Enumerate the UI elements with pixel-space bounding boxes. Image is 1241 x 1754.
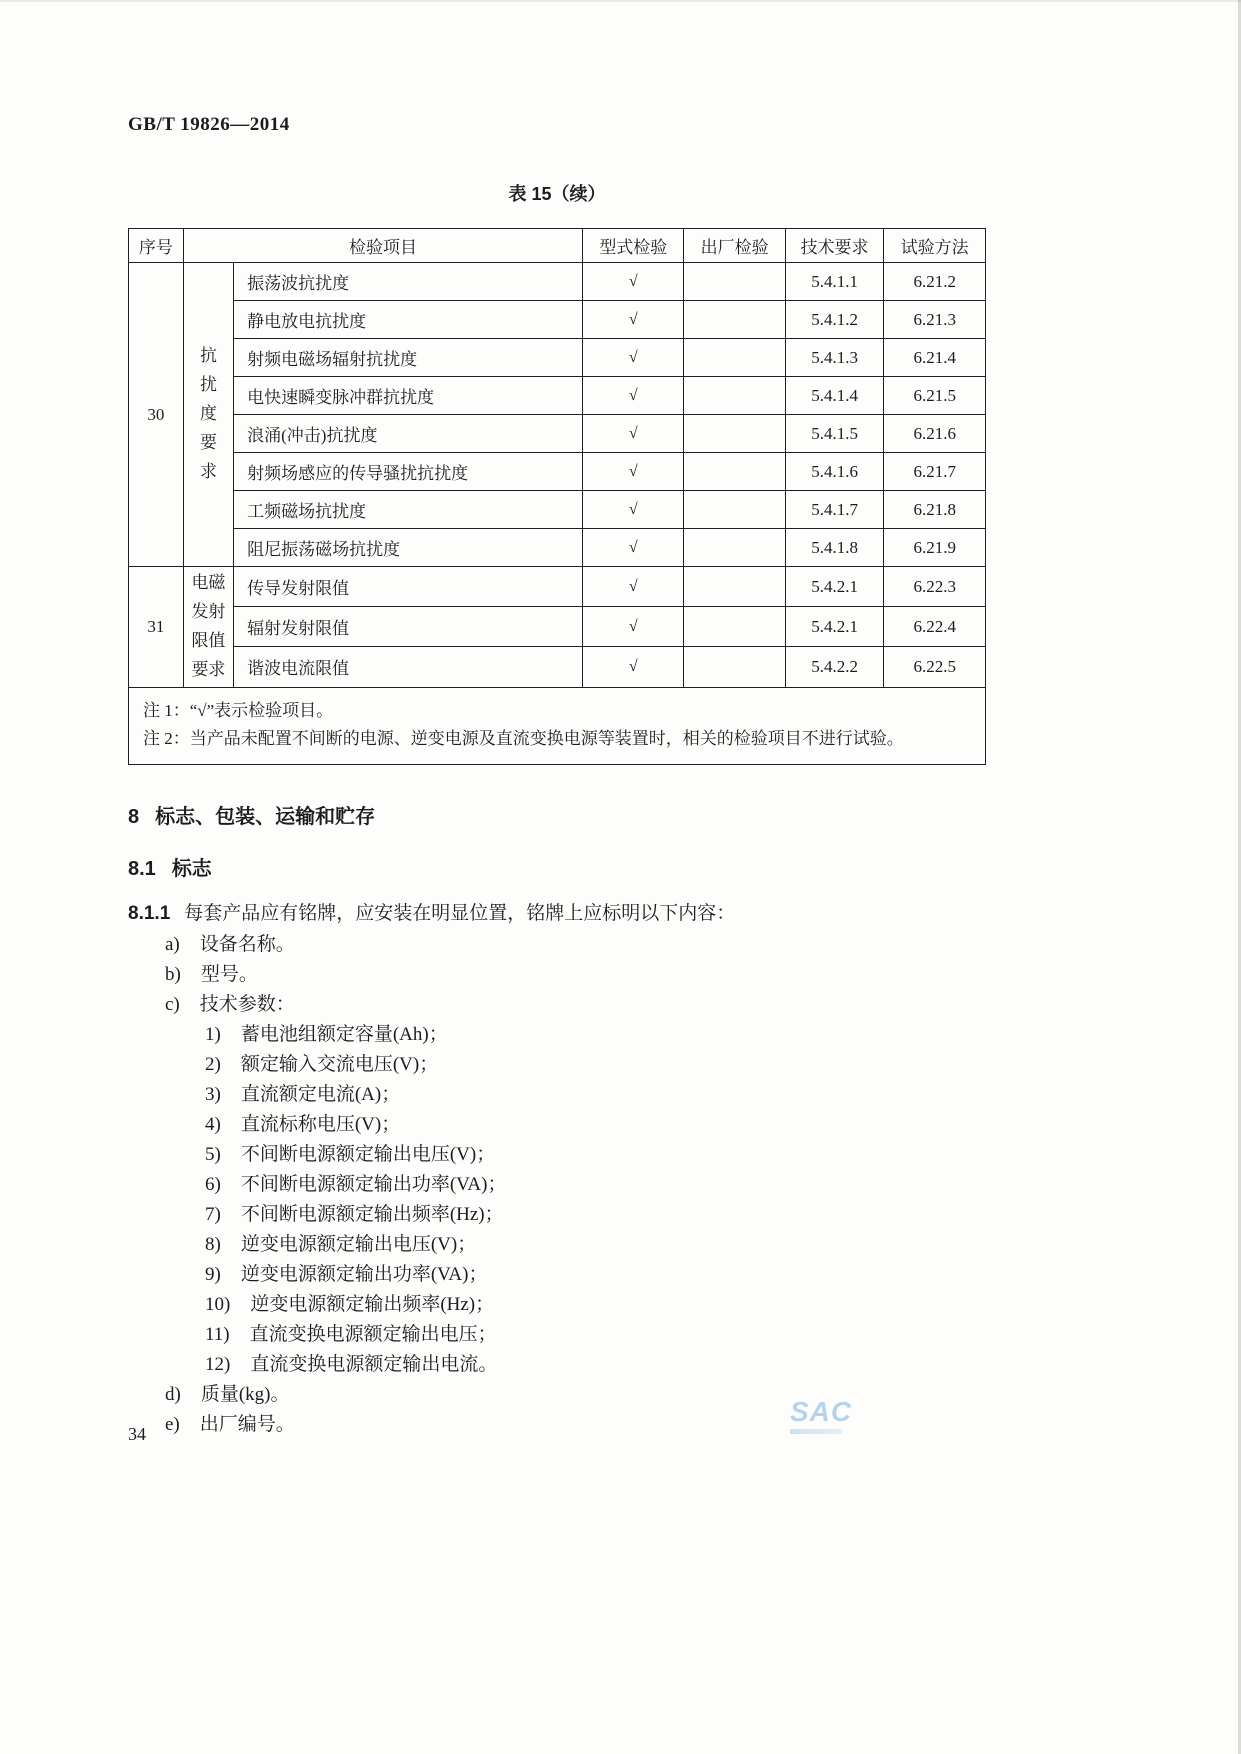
list-text: 出厂编号。 (199, 1414, 295, 1435)
tech-req-cell: 5.4.1.6 (785, 453, 884, 491)
type-test-check: √ (583, 567, 684, 607)
item-cell: 阻尼振荡磁场抗扰度 (234, 529, 583, 567)
sub-list-item (128, 1350, 988, 1380)
list-marker: a) (165, 934, 180, 955)
list-marker: 8) (205, 1234, 221, 1255)
tech-req-cell: 5.4.1.1 (785, 263, 884, 301)
sub-list-item (128, 1200, 988, 1230)
list-item (128, 1380, 988, 1410)
list-marker: e) (165, 1414, 180, 1435)
table-title: 表 15（续） (508, 184, 606, 204)
sub-list-item (128, 1110, 988, 1140)
list-marker: 5) (205, 1144, 221, 1165)
list-marker: 1) (205, 1024, 221, 1045)
list-text: 蓄电池组额定容量(Ah)； (240, 1024, 448, 1045)
group-label: 电磁发射限值要求 (191, 573, 226, 679)
clause-text: 每套产品应有铭牌，应安装在明显位置，铭牌上应标明以下内容： (184, 903, 736, 924)
sub-list-item (128, 1230, 988, 1260)
list-text: 不间断电源额定输出功率(VA)； (240, 1174, 507, 1195)
test-method-cell: 6.21.7 (884, 453, 986, 491)
type-test-check: √ (583, 453, 684, 491)
list-item (128, 1410, 988, 1440)
list-text: 额定输入交流电压(V)； (240, 1054, 439, 1075)
seq-cell: 30 (129, 263, 184, 567)
test-method-cell: 6.21.8 (884, 491, 986, 529)
section-number: 8 (128, 806, 140, 828)
test-method-cell: 6.22.4 (884, 607, 986, 647)
table-notes (129, 687, 986, 764)
tech-req-cell: 5.4.1.4 (785, 377, 884, 415)
header-tech-req: 技术要求 (785, 229, 884, 263)
inspection-table (128, 228, 986, 765)
test-method-cell: 6.21.9 (884, 529, 986, 567)
header-item: 检验项目 (183, 229, 582, 263)
header-type-test: 型式检验 (583, 229, 684, 263)
factory-test-cell (684, 263, 785, 301)
type-test-check: √ (583, 647, 684, 687)
list-text: 设备名称。 (199, 934, 295, 955)
test-method-cell: 6.21.5 (884, 377, 986, 415)
section-8-1-heading (128, 852, 212, 881)
sub-list-item (128, 1050, 988, 1080)
section-8-heading (128, 800, 375, 829)
tech-req-cell: 5.4.2.2 (785, 647, 884, 687)
list-text: 不间断电源额定输出电压(V)； (240, 1144, 496, 1165)
table-row (129, 607, 986, 647)
sub-list-item (128, 1080, 988, 1110)
test-method-cell: 6.21.3 (884, 301, 986, 339)
list-text: 逆变电源额定输出电压(V)； (240, 1234, 477, 1255)
group-label-cell (183, 567, 233, 688)
table-row (129, 529, 986, 567)
sub-list-item (128, 1170, 988, 1200)
table-row (129, 491, 986, 529)
section-title: 标志 (171, 858, 212, 880)
item-cell: 浪涌(冲击)抗扰度 (234, 415, 583, 453)
type-test-check: √ (583, 377, 684, 415)
item-cell: 振荡波抗扰度 (234, 263, 583, 301)
sub-list-item (128, 1260, 988, 1290)
item-cell: 工频磁场抗扰度 (234, 491, 583, 529)
list-marker: 2) (205, 1054, 221, 1075)
table-header-row (129, 229, 986, 263)
list-marker: b) (165, 964, 181, 985)
table-row (129, 301, 986, 339)
tech-req-cell: 5.4.1.3 (785, 339, 884, 377)
item-cell: 射频电磁场辐射抗扰度 (234, 339, 583, 377)
list-text: 直流变换电源额定输出电压； (249, 1324, 497, 1345)
factory-test-cell (684, 453, 785, 491)
list-marker: d) (165, 1384, 181, 1405)
note-1: 注 1：“√”表示检验项目。 (143, 700, 334, 720)
tech-req-cell: 5.4.1.2 (785, 301, 884, 339)
list-marker: 12) (205, 1354, 231, 1375)
item-cell: 辐射发射限值 (234, 607, 583, 647)
type-test-check: √ (583, 415, 684, 453)
list-marker: 11) (205, 1324, 230, 1345)
item-cell: 静电放电抗扰度 (234, 301, 583, 339)
list-marker: 4) (205, 1114, 221, 1135)
factory-test-cell (684, 529, 785, 567)
sub-list-item (128, 1290, 988, 1320)
type-test-check: √ (583, 339, 684, 377)
table-row (129, 567, 986, 607)
test-method-cell: 6.22.3 (884, 567, 986, 607)
test-method-cell: 6.22.5 (884, 647, 986, 687)
clause-8-1-1 (128, 898, 735, 925)
header-seq: 序号 (129, 229, 184, 263)
sub-list-item (128, 1320, 988, 1350)
test-method-cell: 6.21.4 (884, 339, 986, 377)
group-label: 抗扰度要求 (199, 346, 217, 481)
type-test-check: √ (583, 607, 684, 647)
list-text: 质量(kg)。 (200, 1384, 290, 1405)
tech-req-cell: 5.4.1.8 (785, 529, 884, 567)
factory-test-cell (684, 607, 785, 647)
list-text: 不间断电源额定输出频率(Hz)； (240, 1204, 504, 1225)
list-marker: 3) (205, 1084, 221, 1105)
list-item (128, 930, 988, 960)
sac-logo-watermark: SAC (790, 1396, 852, 1434)
tech-req-cell: 5.4.1.7 (785, 491, 884, 529)
factory-test-cell (684, 647, 785, 687)
page-number: 34 (128, 1424, 146, 1444)
notes-row (129, 687, 986, 764)
factory-test-cell (684, 339, 785, 377)
section-number: 8.1 (128, 858, 156, 880)
item-cell: 射频场感应的传导骚扰抗扰度 (234, 453, 583, 491)
table-row (129, 415, 986, 453)
sub-list-item (128, 1140, 988, 1170)
list-marker: 10) (205, 1294, 231, 1315)
list-text: 逆变电源额定输出频率(Hz)； (250, 1294, 495, 1315)
list-text: 直流变换电源额定输出电流。 (250, 1354, 498, 1375)
clause-number: 8.1.1 (128, 903, 171, 924)
standard-number: GB/T 19826—2014 (128, 114, 290, 135)
section-title: 标志、包装、运输和贮存 (155, 806, 376, 828)
factory-test-cell (684, 415, 785, 453)
item-cell: 电快速瞬变脉冲群抗扰度 (234, 377, 583, 415)
list-text: 逆变电源额定输出功率(VA)； (240, 1264, 488, 1285)
item-cell: 传导发射限值 (234, 567, 583, 607)
list-text: 技术参数： (199, 994, 295, 1015)
factory-test-cell (684, 491, 785, 529)
nameplate-content-list (128, 930, 988, 1440)
tech-req-cell: 5.4.2.1 (785, 567, 884, 607)
type-test-check: √ (583, 301, 684, 339)
list-marker: 7) (205, 1204, 221, 1225)
table-row (129, 647, 986, 687)
seq-cell: 31 (129, 567, 184, 688)
list-marker: 9) (205, 1264, 221, 1285)
tech-req-cell: 5.4.1.5 (785, 415, 884, 453)
list-marker: c) (165, 994, 180, 1015)
factory-test-cell (684, 377, 785, 415)
list-text: 直流额定电流(A)； (240, 1084, 401, 1105)
test-method-cell: 6.21.6 (884, 415, 986, 453)
list-text: 型号。 (200, 964, 258, 985)
type-test-check: √ (583, 491, 684, 529)
factory-test-cell (684, 567, 785, 607)
group-label-cell (183, 263, 233, 567)
table-row (129, 339, 986, 377)
header-test-method: 试验方法 (884, 229, 986, 263)
type-test-check: √ (583, 529, 684, 567)
tech-req-cell: 5.4.2.1 (785, 607, 884, 647)
table-row (129, 377, 986, 415)
list-marker: 6) (205, 1174, 221, 1195)
table-row (129, 453, 986, 491)
table-row (129, 263, 986, 301)
header-factory-test: 出厂检验 (684, 229, 785, 263)
list-item (128, 990, 988, 1020)
note-2: 注 2：当产品未配置不间断的电源、逆变电源及直流变换电源等装置时，相关的检验项目不进行试验。 (143, 728, 904, 748)
list-text: 直流标称电压(V)； (240, 1114, 401, 1135)
list-item (128, 960, 988, 990)
item-cell: 谐波电流限值 (234, 647, 583, 687)
factory-test-cell (684, 301, 785, 339)
test-method-cell: 6.21.2 (884, 263, 986, 301)
type-test-check: √ (583, 263, 684, 301)
sub-list-item (128, 1020, 988, 1050)
